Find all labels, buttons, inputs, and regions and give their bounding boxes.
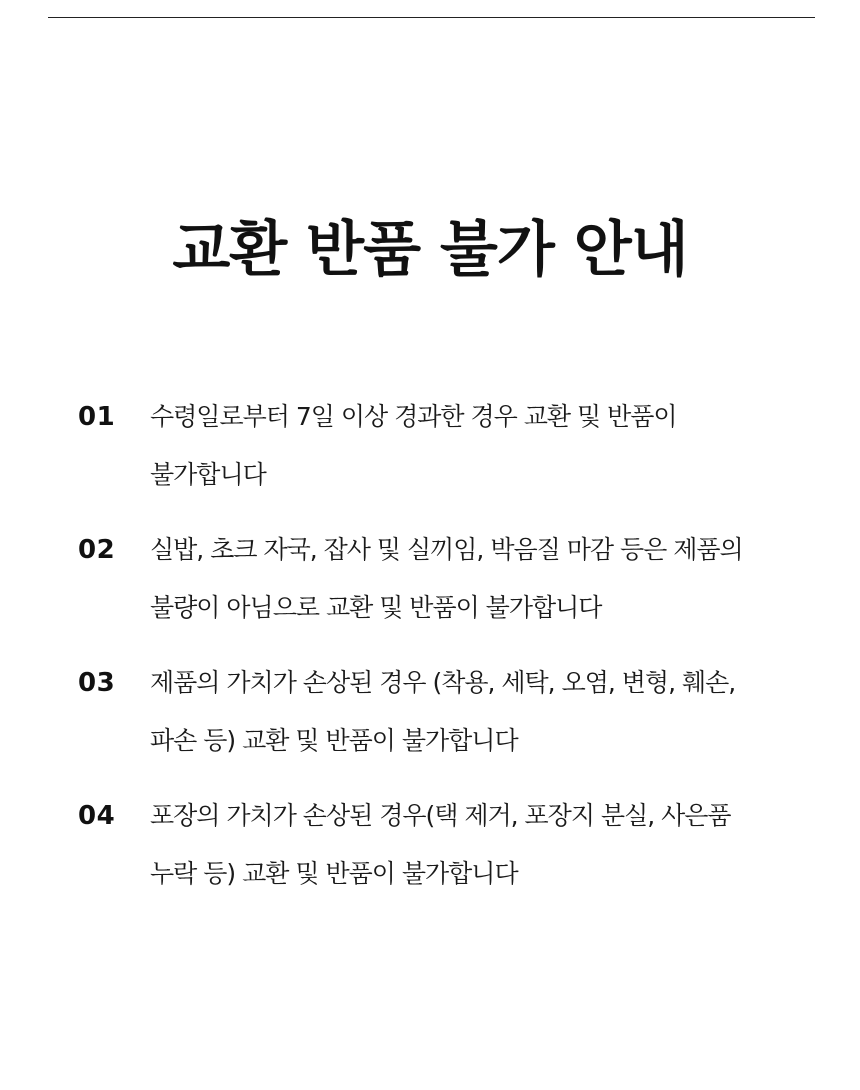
notice-line: 실밥, 초크 자국, 잡사 및 실끼임, 박음질 마감 등은 제품의	[150, 535, 743, 564]
notice-text	[150, 388, 818, 504]
notice-line: 불량이 아님으로 교환 및 반품이 불가합니다	[150, 593, 602, 622]
top-divider	[48, 17, 815, 18]
notice-list	[78, 388, 818, 920]
notice-number: 03	[78, 668, 116, 698]
page-title: 교환 반품 불가 안내	[172, 215, 688, 285]
notice-text	[150, 787, 818, 903]
notice-item-04	[78, 787, 818, 920]
notice-text	[150, 654, 818, 770]
notice-line: 포장의 가치가 손상된 경우(택 제거, 포장지 분실, 사은품	[150, 801, 731, 830]
notice-line: 제품의 가치가 손상된 경우 (착용, 세탁, 오염, 변형, 훼손,	[150, 668, 736, 697]
notice-text	[150, 521, 818, 637]
notice-number: 01	[78, 402, 116, 432]
notice-item-03	[78, 654, 818, 787]
notice-line: 불가합니다	[150, 460, 266, 489]
notice-line: 파손 등) 교환 및 반품이 불가합니다	[150, 726, 518, 755]
notice-item-01	[78, 388, 818, 521]
notice-line: 누락 등) 교환 및 반품이 불가합니다	[150, 859, 518, 888]
notice-number: 04	[78, 801, 116, 831]
notice-item-02	[78, 521, 818, 654]
notice-number: 02	[78, 535, 116, 565]
notice-line: 수령일로부터 7일 이상 경과한 경우 교환 및 반품이	[150, 402, 677, 431]
